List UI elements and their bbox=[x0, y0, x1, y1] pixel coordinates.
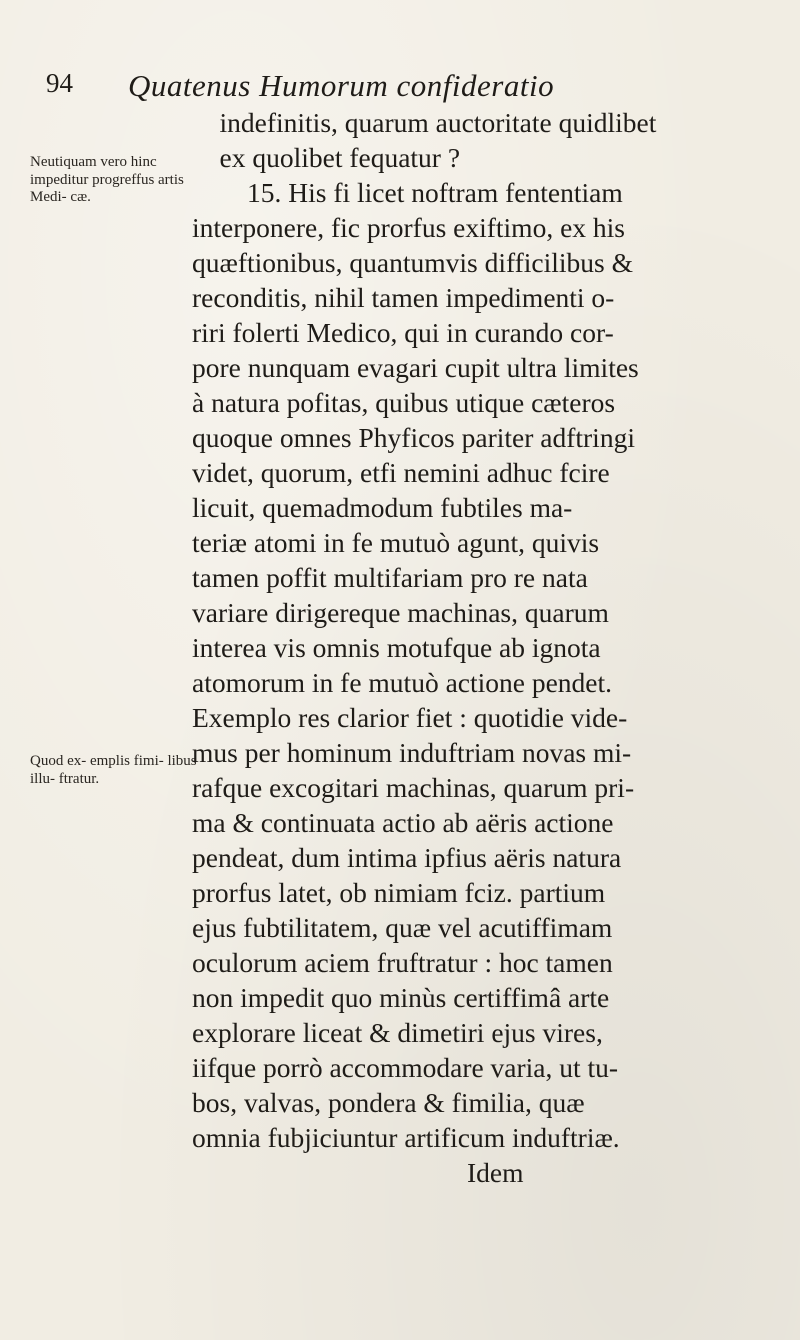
text-line: indefinitis, quarum auctoritate quidlibet bbox=[192, 107, 657, 138]
text-line: atomorum in fe mutuò actione pendet. bbox=[192, 667, 613, 698]
text-line: videt, quorum, etfi nemini adhuc fcire bbox=[192, 457, 610, 488]
page-number: 94 bbox=[46, 68, 73, 98]
margin-note: Quod ex- emplis fimi- libus illu- ftratur. bbox=[30, 753, 197, 787]
text-line: interea vis omnis motufque ab ignota bbox=[192, 632, 601, 663]
running-title: Quatenus Humorum confideratio bbox=[128, 68, 555, 103]
text-line: ejus fubtilitatem, quæ vel acutiffimam bbox=[192, 912, 613, 943]
text-line: pendeat, dum intima ipfius aëris natura bbox=[192, 842, 622, 873]
margin-note: Neutiquam vero hinc impeditur progreffus artis Medi- cæ. bbox=[30, 154, 184, 205]
text-line: omnia fubjiciuntur artificum induftriæ. bbox=[192, 1122, 620, 1153]
text-line: licuit, quemadmodum fubtiles ma- bbox=[192, 492, 573, 523]
text-line: pore nunquam evagari cupit ultra limites bbox=[192, 352, 639, 383]
text-line: rafque excogitari machinas, quarum pri- bbox=[192, 772, 635, 803]
text-line: non impedit quo minùs certiffimâ arte bbox=[192, 982, 610, 1013]
page-header bbox=[46, 68, 766, 108]
text-line: explorare liceat & dimetiri ejus vires, bbox=[192, 1017, 603, 1048]
text-line: tamen poffit multifariam pro re nata bbox=[192, 562, 588, 593]
text-line: prorfus latet, ob nimiam fciz. partium bbox=[192, 877, 606, 908]
text-line: interponere, fic prorfus exiftimo, ex his bbox=[192, 212, 625, 243]
text-line: ex quolibet fequatur ? bbox=[192, 142, 461, 173]
text-line: teriæ atomi in fe mutuò agunt, quivis bbox=[192, 527, 600, 558]
text-line: bos, valvas, pondera & fimilia, quæ bbox=[192, 1087, 585, 1118]
text-line: riri folerti Medico, qui in curando cor- bbox=[192, 317, 614, 348]
text-line: à natura pofitas, quibus utique cæteros bbox=[192, 387, 616, 418]
text-line: quæftionibus, quantumvis difficilibus & bbox=[192, 247, 634, 278]
text-line: quoque omnes Phyficos pariter adftringi bbox=[192, 422, 635, 453]
text-line: reconditis, nihil tamen impedimenti o- bbox=[192, 282, 615, 313]
catchword: Idem bbox=[192, 1157, 524, 1188]
text-line: mus per hominum induftriam novas mi- bbox=[192, 737, 632, 768]
text-line: Exemplo res clarior fiet : quotidie vide- bbox=[192, 702, 628, 733]
text-line: variare dirigereque machinas, quarum bbox=[192, 597, 609, 628]
text-line: oculorum aciem fruftratur : hoc tamen bbox=[192, 947, 613, 978]
text-line: ma & continuata actio ab aëris actione bbox=[192, 807, 614, 838]
text-line: 15. His fi licet noftram fententiam bbox=[192, 177, 623, 208]
body-text bbox=[192, 105, 782, 1190]
text-line: iifque porrò accommodare varia, ut tu- bbox=[192, 1052, 619, 1083]
